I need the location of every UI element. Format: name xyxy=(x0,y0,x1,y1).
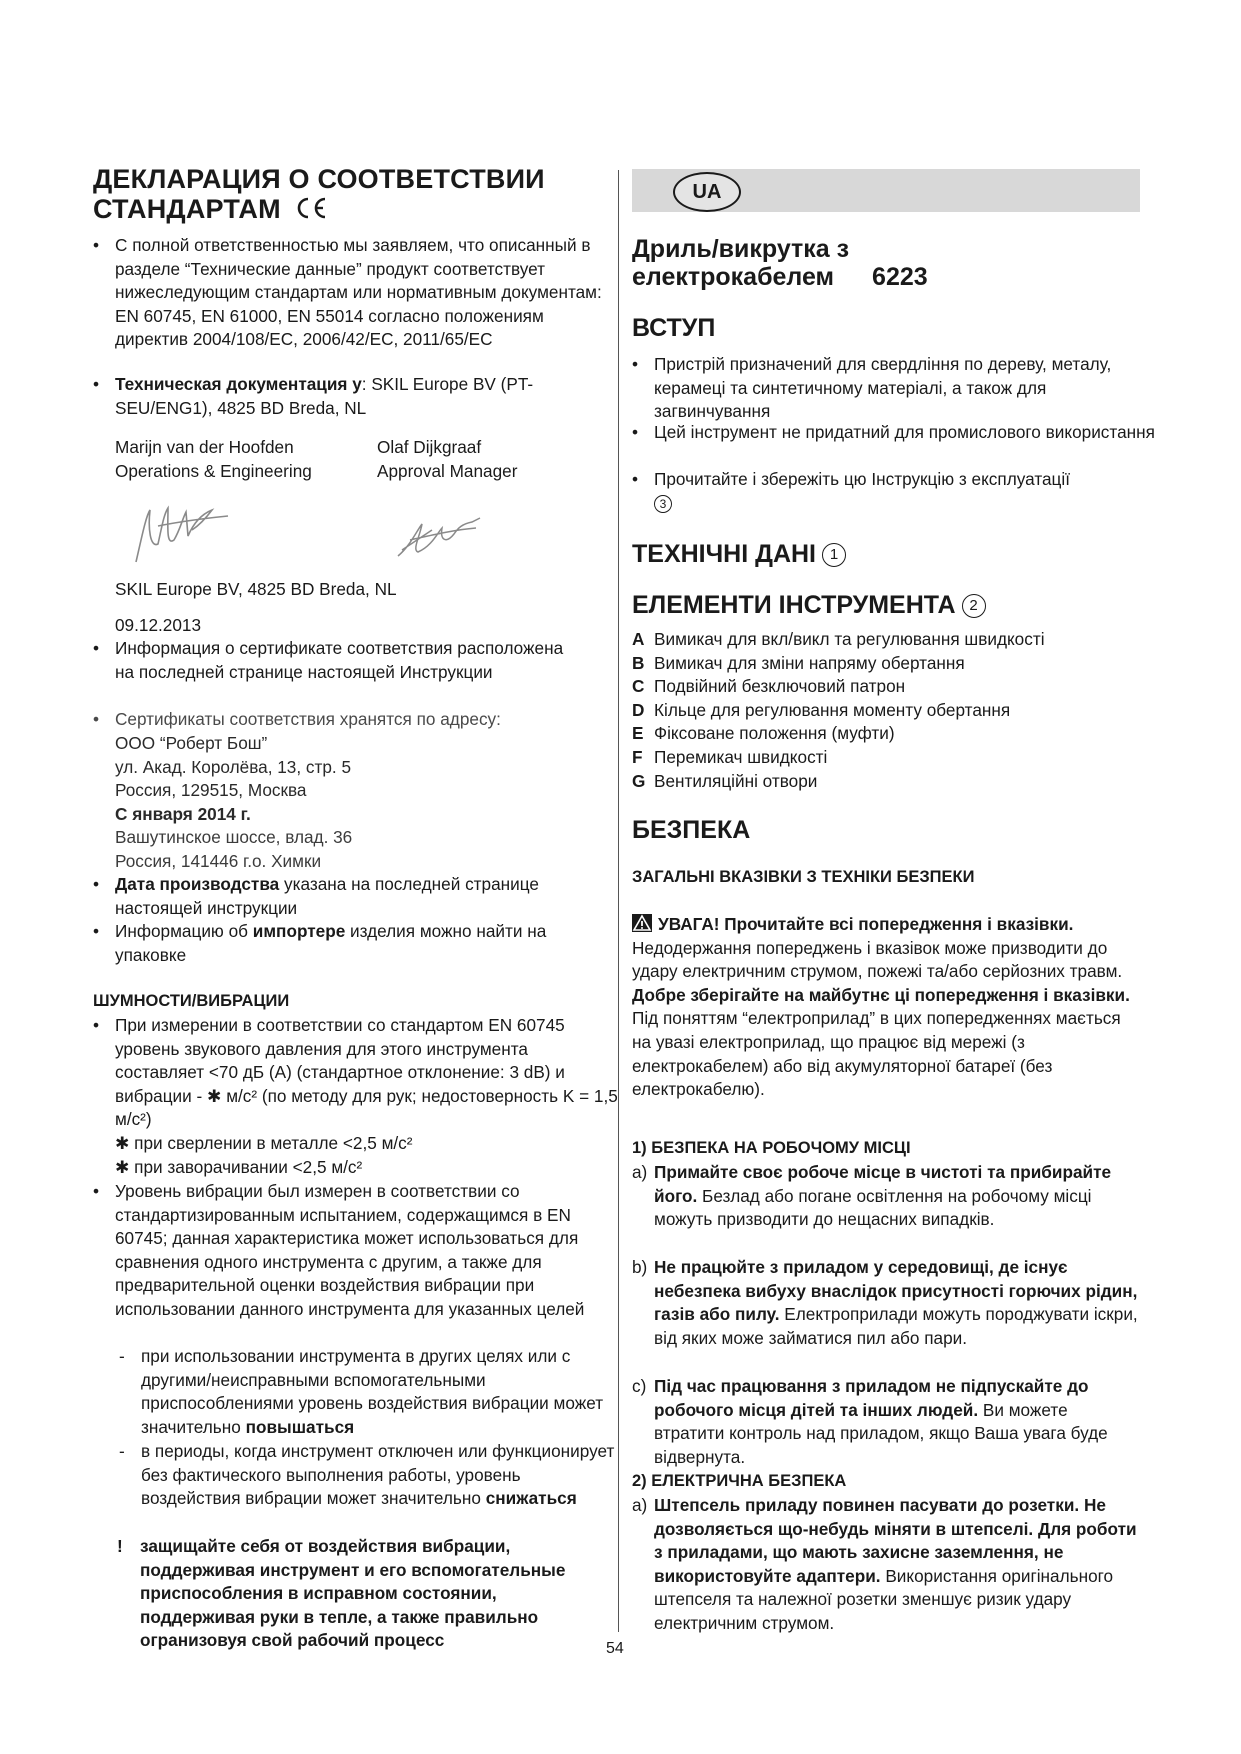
cert-storage-bullet: • Сертификаты соответствия хранятся по адресу: xyxy=(93,709,501,729)
electrical-item-a: a) Штепсель приладу повинен пасувати до розетки. Не дозволяється що-небудь міняти в штепселі. Для роботи з приладами, що мають захисне заземлення, не використовуйте адаптери. Використання оригінального штепселя та належної розетки зменшує ризик удару електричним струмом. xyxy=(632,1495,1137,1633)
vibration-protection-note: защищайте себя от воздействия вибрации, поддерживая инструмент и его вспомогательные приспособления в исправном состоянии, поддерживая руки в тепле, а также правильно огранизовуя свой рабочий процесс xyxy=(140,1536,566,1651)
list-item: D Кільце для регулювання моменту обертання xyxy=(632,699,1011,720)
declaration-bullet: • С полной ответственностью мы заявляем, что описанный в разделе “Технические данные” продукт соответствует нижеследующим стандартам или нормативным документам: EN 60745, EN 61000, EN 55014 согласно положениям директив 2004/108/EC, 2006/42/EC, 2011/65/EC xyxy=(93,235,602,350)
model-number: 6223 xyxy=(872,263,928,291)
exclamation-icon: ! xyxy=(117,1536,123,1556)
declaration-title: ДЕКЛАРАЦИЯ О СООТВЕТСТВИИ СТАНДАРТАМ xyxy=(93,164,545,224)
importer-bullet: • Информацию об импортере изделия можно найти на упаковке xyxy=(93,921,547,965)
intro-bullet-3: • Прочитайте і збережіть цю Інструкцію з експлуатації 3 xyxy=(632,469,1070,512)
list-item: B Вимикач для зміни напряму обертання xyxy=(632,652,965,673)
general-safety-heading: ЗАГАЛЬНІ ВКАЗІВКИ З ТЕХНІКИ БЕЗПЕКИ xyxy=(632,868,975,886)
list-item: E Фіксоване положення (муфти) xyxy=(632,723,895,744)
workplace-item-c: c) Під час працювання з приладом не підпускайте до робочого місця дітей та інших людей. Ви можете втратити контроль над приладом, якщо Ваша увага буде відвернута. xyxy=(632,1376,1108,1467)
figure-ref-2: 2 xyxy=(962,594,986,618)
general-warning: УВАГА! Прочитайте всі попередження і вказівки. Недодержання попереджень і вказівок може призводити до удару електричним струмом, пожежі та/або серйозних травм. Добре зберігайте на майбутнє ці попередження і вказівки. Під поняттям “електроприлад” в цих попередженнях мається на увазі електроприлад, що працює від мережі (з електрокабелем) або від акумуляторної батареї (без електрокабелю). xyxy=(632,914,1130,1100)
workplace-item-b: b) Не працюйте з приладом у середовищі, де існує небезпека вибуху внаслідок присутності горючих рідин, газів або пилу. Електроприлади можуть породжувати іскри, від яких може займатися пил або пари. xyxy=(632,1257,1138,1348)
intro-bullet-1: • Пристрій призначений для свердління по дереву, металу, керамеці та синтетичному матеріалі, а також для загвинчування xyxy=(632,354,1112,422)
company-address: SKIL Europe BV, 4825 BD Breda, NL xyxy=(115,579,397,599)
vibration-bullet: • Уровень вибрации был измерен в соответствии со стандартизированным испытанием, содержащимся в EN 60745; данная характеристика может использоваться для сравнения одного инструмента с другим, а также для предварительной оценки воздействия вибрации при использовании данного инструмента для указанных целей xyxy=(93,1181,585,1319)
vibration-dash-2: - в периоды, когда инструмент отключен или функционирует без фактического выполнения работы, уровень воздействия вибрации может значительно снижаться xyxy=(119,1441,615,1509)
signatory-2: Olaf Dijkgraaf Approval Manager xyxy=(377,437,518,481)
list-item: A Вимикач для вкл/викл та регулювання швидкості xyxy=(632,629,1045,649)
vibration-dash-1: - при использовании инструмента в других целях или с другими/неисправными вспомогательными приспособлениями уровень воздействия вибрации может значительно повышаться xyxy=(119,1346,604,1437)
product-title: Дриль/викрутка з електрокабелем 6223 xyxy=(632,235,928,291)
production-date-bullet: • Дата производства указана на последней странице настоящей инструкции xyxy=(93,874,539,918)
language-badge: UA xyxy=(673,172,741,212)
elements-list xyxy=(632,628,1045,793)
workplace-safety-heading: 1) БЕЗПЕКА НА РОБОЧОМУ МІСЦІ xyxy=(632,1139,911,1157)
signature-1-image xyxy=(128,496,238,568)
list-item: C Подвійний безключовий патрон xyxy=(632,676,906,697)
workplace-item-a: a) Примайте своє робоче місце в чистоті та прибирайте його. Безлад або погане освітлення на робочому місці можуть призводити до нещасних випадків. xyxy=(632,1162,1112,1230)
page-number: 54 xyxy=(606,1640,624,1657)
signature-2-image xyxy=(392,510,488,564)
declaration-date: 09.12.2013 xyxy=(115,615,202,635)
signatory-1: Marijn van der Hoofden Operations & Engineering xyxy=(115,437,312,481)
safety-heading: БЕЗПЕКА xyxy=(632,816,751,844)
tech-doc-bullet: • Техническая документация у: SKIL Europe BV (PT-SEU/ENG1), 4825 BD Breda, NL xyxy=(93,374,534,418)
elements-heading: ЕЛЕМЕНТИ ІНСТРУМЕНТА 2 xyxy=(632,591,986,619)
list-item: F Перемикач швидкості xyxy=(632,746,828,767)
warning-icon xyxy=(632,914,652,932)
list-item: G Вентиляційні отвори xyxy=(632,770,818,791)
noise-heading: ШУМНОСТИ/ВИБРАЦИИ xyxy=(93,992,290,1010)
figure-ref-1: 1 xyxy=(822,543,846,567)
electrical-safety-heading: 2) ЕЛЕКТРИЧНА БЕЗПЕКА xyxy=(632,1472,847,1490)
intro-heading: ВСТУП xyxy=(632,314,716,342)
cert-address: ООО “Роберт Бош” ул. Акад. Королёва, 13, стр. 5 Россия, 129515, Москва С января 2014 г. Вашутинское шоссе, влад. 36 Россия, 141446 г.о. Химки xyxy=(115,733,353,871)
intro-bullet-2: • Цей інструмент не придатний для промислового використання xyxy=(632,422,1155,442)
noise-bullet: • При измерении в соответствии со стандартом EN 60745 уровень звукового давления для этого инструмента составляет <70 дБ (A) (стандартное отклонение: 3 dB) и вибрации - ✱ м/с² (по методу для рук; недостоверность K = 1,5 м/с²) ✱ при сверлении в металле <2,5 м/с² ✱ при заворачивании <2,5 м/с² xyxy=(93,1015,618,1177)
ce-mark-icon xyxy=(293,196,329,220)
tech-data-heading: ТЕХНІЧНІ ДАНІ 1 xyxy=(632,540,846,568)
figure-ref-3: 3 xyxy=(654,495,672,513)
cert-info-bullet: • Информация о сертификате соответствия расположена на последней странице настоящей Инструкции xyxy=(93,638,564,682)
